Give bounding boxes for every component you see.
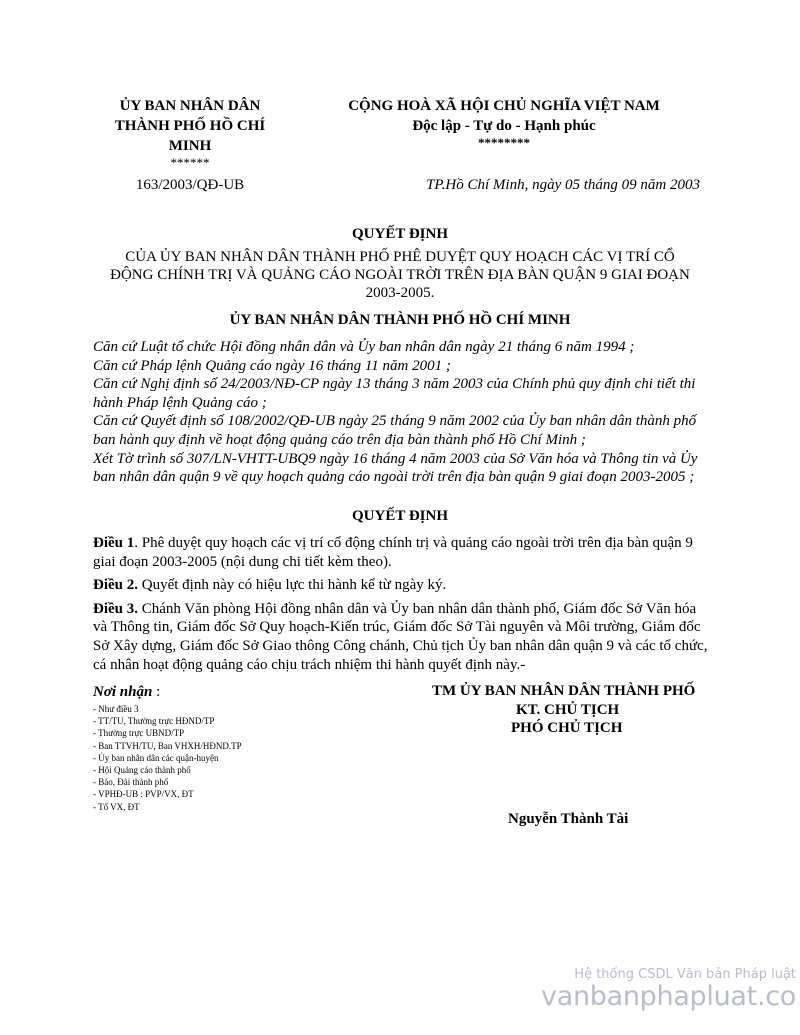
recipient-item: - TT/TU, Thường trực HĐND/TP (93, 716, 215, 727)
nation-separator: ******** (478, 135, 530, 150)
subtitle-line-1: CỦA ỦY BAN NHÂN DÂN THÀNH PHỐ PHÊ DUYỆT QUY HOẠCH CÁC VỊ TRÍ CỔ (125, 249, 675, 265)
signer-name: Nguyễn Thành Tài (508, 811, 629, 827)
recipient-item: - Hội Quảng cáo thành phố (93, 765, 191, 776)
article-text: Quyết định này có hiệu lực thi hành kể từ ngày ký. (138, 577, 447, 594)
agency-line-3: MINH (168, 138, 212, 154)
document-title: QUYẾT ĐỊNH (352, 226, 448, 242)
legal-bases (93, 338, 713, 487)
signature-line-2: KT. CHỦ TỊCH (516, 701, 620, 718)
recipient-item: - VPHĐ-UB : PVP/VX, ĐT (93, 789, 194, 800)
legal-basis-item: Căn cứ Luật tổ chức Hội đồng nhân dân và Ủy ban nhân dân ngày 21 tháng 6 năm 1994 ; (93, 339, 635, 355)
document-subtitle (110, 248, 690, 302)
legal-basis-item: Căn cứ Quyết định số 108/2002/QĐ-UB ngày 25 tháng 9 năm 2002 của Ủy ban nhân dân thành phố ban hành quy định về hoạt động quảng cáo trên địa bàn thành phố Hồ Chí Minh ; (93, 413, 697, 448)
recipient-item: - Ban TTVH/TU, Ban VHXH/HĐND.TP (93, 740, 242, 751)
decision-heading: QUYẾT ĐỊNH (352, 508, 448, 524)
article-1 (93, 534, 713, 571)
recipients-block (93, 684, 333, 813)
recipients-label (93, 684, 333, 701)
document-number: 163/2003/QĐ-UB (135, 177, 245, 193)
article-label: Điều 3. (93, 600, 138, 617)
subtitle-line-2: ĐỘNG CHÍNH TRỊ VÀ QUẢNG CÁO NGOÀI TRỜI TRÊN ĐỊA BÀN QUẬN 9 GIAI ĐOẠN (110, 267, 690, 283)
subtitle-line-3: 2003-2005. (365, 285, 435, 301)
agency-separator: ****** (170, 155, 210, 170)
legal-basis-item: Xét Tờ trình số 307/LN-VHTT-UBQ9 ngày 16 tháng 4 năm 2003 của Sở Văn hóa và Thông tin và Ủy ban nhân dân quận 9 về quy hoạch quảng cáo ngoài trời trên địa bàn quận 9 giai đoạn 2003-2005 ; (93, 450, 698, 486)
watermark-site: vanbanphapluat.co (541, 981, 796, 1012)
recipient-item: - Báo, Đài thành phố (93, 777, 169, 788)
nation-motto: Độc lập - Tự do - Hạnh phúc (412, 118, 596, 134)
nation-name: CỘNG HOÀ XÃ HỘI CHỦ NGHĨA VIỆT NAM (348, 98, 660, 114)
article-2 (93, 576, 713, 595)
signature-line-1: TM ỦY BAN NHÂN DÂN THÀNH PHỐ (432, 683, 696, 699)
issuer-heading: ỦY BAN NHÂN DÂN THÀNH PHỐ HỒ CHÍ MINH (229, 312, 571, 328)
recipient-item: - Tổ VX, ĐT (93, 801, 140, 812)
national-motto-block (318, 96, 690, 150)
recipients-label-text: Nơi nhận (93, 684, 153, 700)
place-and-date: TP.Hồ Chí Minh, ngày 05 tháng 09 năm 2003 (426, 177, 700, 193)
issuing-agency-block (100, 96, 280, 170)
signature-block (420, 682, 710, 738)
agency-line-2: THÀNH PHỐ HỒ CHÍ (114, 118, 266, 134)
legal-basis-item: Căn cứ Nghị định số 24/2003/NĐ-CP ngày 13 tháng 3 năm 2003 của Chính phủ quy định chi tiết thi hành Pháp lệnh Quảng cáo ; (93, 376, 696, 411)
recipients-list (93, 703, 333, 813)
recipient-item: - Như điều 3 (93, 704, 139, 714)
recipient-item: - Ủy ban nhân dân các quận-huyện (93, 752, 219, 763)
signature-line-3: PHÓ CHỦ TỊCH (511, 720, 623, 736)
recipients-label-colon: : (152, 684, 161, 700)
article-label: Điều 2. (93, 577, 138, 594)
watermark-caption: Hệ thống CSDL Văn bản Pháp luật (574, 967, 796, 982)
recipient-item: - Thường trực UBND/TP (93, 728, 185, 739)
article-text: . Phê duyệt quy hoạch các vị trí cổ động chính trị và quảng cáo ngoài trời trên địa bàn quận 9 giai đoạn 2003-2005 (nội dung chi tiết kèm theo). (93, 535, 693, 570)
article-label: Điều 1 (93, 535, 135, 551)
articles (93, 534, 713, 679)
legal-basis-item: Căn cứ Pháp lệnh Quảng cáo ngày 16 tháng 11 năm 2001 ; (93, 357, 451, 374)
article-3 (93, 600, 713, 674)
article-text: Chánh Văn phòng Hội đồng nhân dân và Ủy ban nhân dân thành phố, Giám đốc Sở Văn hóa và Thông tin, Giám đốc Sở Quy hoạch-Kiến trúc, Giám đốc Sở Tài nguyên và Môi trường, Giám đốc Sở Xây dựng, Giám đốc Sở Giao thông Công chánh, Chủ tịch Ủy ban nhân dân quận 9 và các tổ chức, cá nhân hoạt động quảng cáo chịu trách nhiệm thi hành quyết định này.- (93, 600, 708, 673)
agency-line-1: ỦY BAN NHÂN DÂN (119, 98, 261, 114)
